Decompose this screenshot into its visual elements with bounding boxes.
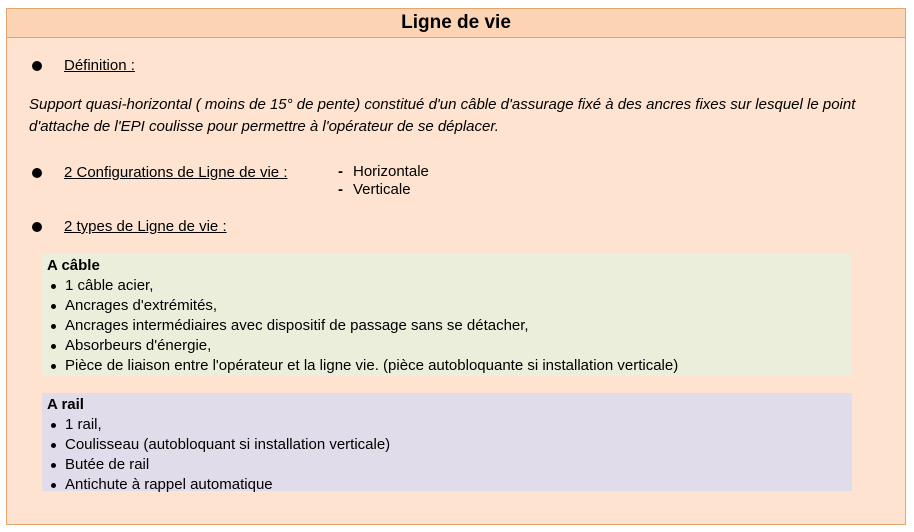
list-item: [338, 181, 429, 199]
cable-item: Absorbeurs d'énergie,: [65, 337, 212, 354]
rail-section: [42, 393, 852, 491]
cable-item: Pièce de liaison entre l'opérateur et la ligne vie. (pièce autobloquante si installation verticale): [65, 357, 679, 374]
configurations-list: [338, 163, 429, 199]
list-item: [47, 475, 847, 495]
bullet-icon: [32, 61, 42, 71]
bullet-icon: [51, 304, 56, 309]
bullet-icon: [51, 443, 56, 448]
document-frame: [6, 8, 906, 525]
cable-item: 1 câble acier,: [65, 277, 154, 294]
page-title: Ligne de vie: [7, 9, 905, 38]
dash-icon: -: [338, 163, 343, 180]
list-item: [47, 276, 847, 296]
bullet-icon: [32, 222, 42, 232]
bullet-icon: [51, 344, 56, 349]
list-item: [47, 356, 847, 376]
configuration-item: Horizontale: [353, 163, 429, 180]
cable-item: Ancrages intermédiaires avec dispositif de passage sans se détacher,: [65, 317, 529, 334]
definition-label: Définition :: [64, 57, 135, 74]
definition-heading: [32, 57, 135, 74]
cable-title: A câble: [47, 257, 100, 274]
bullet-icon: [51, 463, 56, 468]
list-item: [47, 435, 847, 455]
bullet-icon: [51, 364, 56, 369]
dash-icon: -: [338, 181, 343, 198]
cable-section: [42, 254, 852, 376]
list-item: [47, 316, 847, 336]
definition-text: Support quasi-horizontal ( moins de 15° de pente) constitué d'un câble d'assurage fixé à des ancres fixes sur lesquel le point d'attache de l'EPI coulisse pour permettre à l'opérateur de se déplacer.: [29, 96, 856, 135]
list-item: [47, 336, 847, 356]
list-item: [47, 296, 847, 316]
list-item: [47, 455, 847, 475]
configurations-label: 2 Configurations de Ligne de vie :: [64, 164, 288, 181]
list-item: [338, 163, 429, 181]
list-item: [47, 415, 847, 435]
bullet-icon: [51, 483, 56, 488]
cable-item: Ancrages d'extrémités,: [65, 297, 218, 314]
bullet-icon: [32, 168, 42, 178]
rail-item: 1 rail,: [65, 416, 102, 433]
configuration-item: Verticale: [353, 181, 411, 198]
configurations-heading: [32, 164, 287, 181]
bullet-icon: [51, 423, 56, 428]
rail-item: Coulisseau (autobloquant si installation verticale): [65, 436, 391, 453]
types-label: 2 types de Ligne de vie :: [64, 218, 227, 235]
rail-item: Butée de rail: [65, 456, 150, 473]
rail-item: Antichute à rappel automatique: [65, 476, 273, 493]
bullet-icon: [51, 324, 56, 329]
bullet-icon: [51, 284, 56, 289]
rail-title: A rail: [47, 396, 84, 413]
types-heading: [32, 218, 227, 235]
